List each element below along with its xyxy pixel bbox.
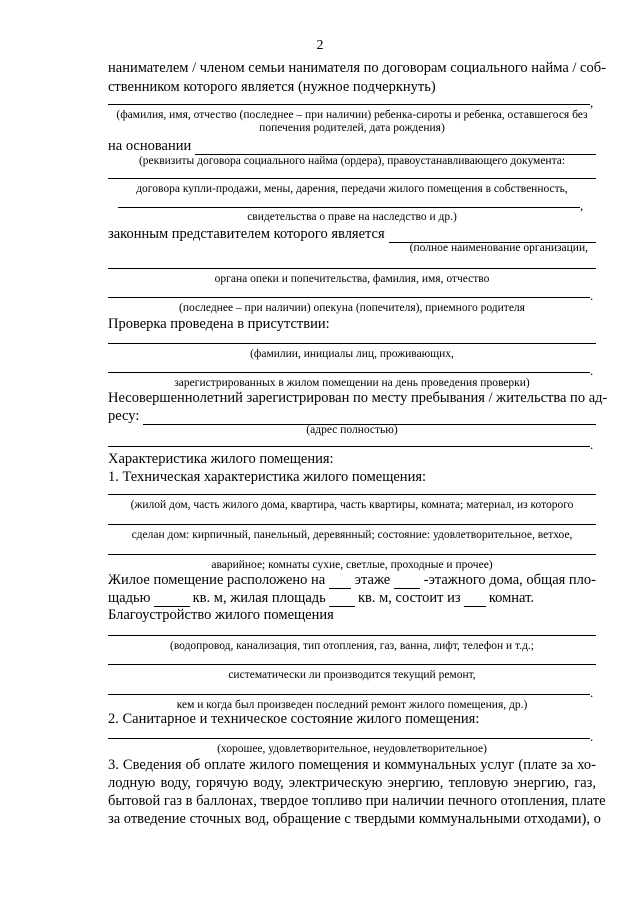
area-label-4: комнат. xyxy=(488,590,534,606)
caption: (жилой дом, часть жилого дома, квартира, часть квартиры, комната; материал, из которого xyxy=(130,499,574,511)
caption: (фамилии, инициалы лиц, проживающих, xyxy=(250,348,454,360)
caption: (хорошее, удовлетворительное, неудовлетворительное) xyxy=(217,743,487,755)
punct: , xyxy=(590,95,594,110)
fill-line-organization[interactable] xyxy=(108,268,596,269)
text-line: лодную воду, горячую воду, электрическую энергию, тепловую энергию, газ, xyxy=(108,775,596,791)
caption: (полное наименование организации, xyxy=(409,242,588,254)
punct: . xyxy=(590,363,594,378)
caption: (последнее – при наличии) опекуна (попечителя), приемного родителя xyxy=(179,302,525,314)
caption: органа опеки и попечительства, фамилия, имя, отчество xyxy=(214,273,490,285)
basis-row xyxy=(108,138,596,155)
caption: свидетельства о праве на наследство и др.) xyxy=(247,211,457,223)
fill-line-repairs[interactable] xyxy=(108,664,596,665)
fill-line-document-2[interactable] xyxy=(118,207,580,208)
fill-line-housing-type[interactable] xyxy=(108,494,596,495)
text-line: Несовершеннолетний зарегистрирован по месту пребывания / жительства по ад- xyxy=(108,390,608,406)
caption: систематически ли производится текущий ремонт, xyxy=(228,669,476,681)
section-title: 1. Техническая характеристика жилого помещения: xyxy=(108,469,427,485)
caption: договора купли-продажи, мены, дарения, передачи жилого помещения в собственность, xyxy=(136,183,568,195)
basis-label: на основании xyxy=(108,138,192,154)
punct: . xyxy=(590,437,594,452)
total-area-field[interactable] xyxy=(154,594,190,607)
section-label: Проверка проведена в присутствии: xyxy=(108,316,330,332)
fill-line-condition[interactable] xyxy=(108,554,596,555)
fill-line-address-2[interactable] xyxy=(108,446,590,447)
text-line: 3. Сведения об оплате жилого помещения и коммунальных услуг (плате за хо- xyxy=(108,757,596,773)
fill-line-present-persons-2[interactable] xyxy=(108,372,590,373)
caption: (реквизиты договора социального найма (ордера), правоустанавливающего документа: xyxy=(138,155,566,167)
fill-line-last-repair[interactable] xyxy=(108,694,590,695)
page-number: 2 xyxy=(316,38,324,53)
living-area-field[interactable] xyxy=(329,594,355,607)
representative-row xyxy=(108,226,596,243)
address-row xyxy=(108,408,596,425)
fill-line-document[interactable] xyxy=(108,178,596,179)
punct: , xyxy=(580,198,584,213)
fill-line-amenities[interactable] xyxy=(108,635,596,636)
floor-label-3: -этажного дома, общая пло- xyxy=(423,572,596,588)
section-title: Благоустройство жилого помещения xyxy=(108,607,334,623)
text-line: бытовой газ в баллонах, твердое топливо при наличии печного отопления, плате xyxy=(108,793,606,809)
caption: (адрес полностью) xyxy=(306,424,398,436)
fill-line-present-persons[interactable] xyxy=(108,343,596,344)
floor-label-2: этаже xyxy=(354,572,391,588)
section-title: 2. Санитарное и техническое состояние жилого помещения: xyxy=(108,711,480,727)
area-label-3: кв. м, состоит из xyxy=(357,590,461,606)
punct: . xyxy=(590,729,594,744)
area-row xyxy=(108,590,534,607)
representative-label: законным представителем которого является xyxy=(108,226,385,242)
section-title: Характеристика жилого помещения: xyxy=(108,451,334,467)
fill-line-child-name[interactable] xyxy=(108,104,590,105)
punct: . xyxy=(590,288,594,303)
caption: попечения родителей, дата рождения) xyxy=(259,122,445,134)
area-label-2: кв. м, жилая площадь xyxy=(192,590,326,606)
caption: (водопровод, канализация, тип отопления, газ, ванна, лифт, телефон и т.д.; xyxy=(169,640,534,652)
caption: (фамилия, имя, отчество (последнее – при наличии) ребенка-сироты и ребенка, оставшегося без xyxy=(116,109,588,121)
fill-line-basis[interactable] xyxy=(195,142,596,155)
fill-line-guardian[interactable] xyxy=(108,297,590,298)
caption: зарегистрированных в жилом помещении на день проведения проверки) xyxy=(174,377,530,389)
storeys-field[interactable] xyxy=(394,576,420,589)
floor-label: Жилое помещение расположено на xyxy=(108,572,326,588)
caption: кем и когда был произведен последний ремонт жилого помещения, др.) xyxy=(176,699,528,711)
address-label: ресу: xyxy=(108,408,140,424)
fill-line-material[interactable] xyxy=(108,524,596,525)
caption: аварийное; комнаты сухие, светлые, проходные и прочее) xyxy=(211,559,493,571)
caption: сделан дом: кирпичный, панельный, деревянный; состояние: удовлетворительное, ветхое, xyxy=(131,529,573,541)
text-line: за отведение сточных вод, обращение с твердыми коммунальными отходами), о xyxy=(108,811,601,827)
floor-field[interactable] xyxy=(329,576,351,589)
text-line: нанимателем / членом семьи нанимателя по договорам социального найма / соб- xyxy=(108,60,606,76)
floor-row xyxy=(108,572,596,589)
rooms-field[interactable] xyxy=(464,594,486,607)
text-line: ственником которого является (нужное подчеркнуть) xyxy=(108,79,436,95)
punct: . xyxy=(590,685,594,700)
fill-line-sanitary[interactable] xyxy=(108,738,590,739)
area-label: щадью xyxy=(108,590,151,606)
